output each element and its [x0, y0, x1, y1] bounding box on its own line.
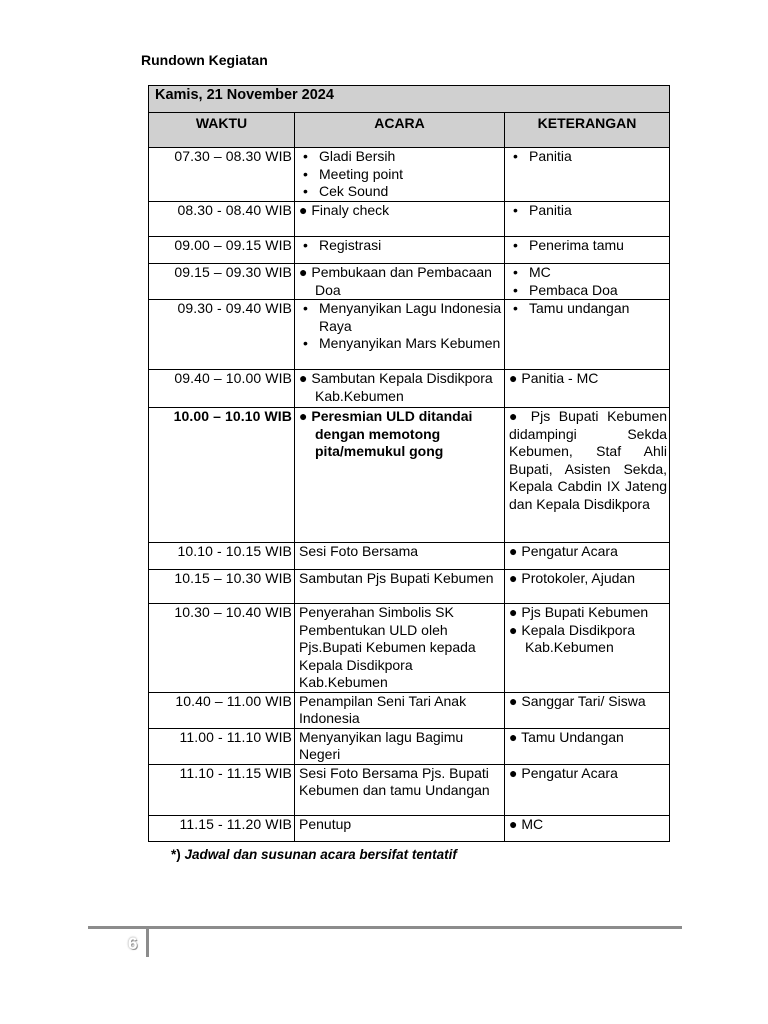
table-row [149, 815, 670, 841]
acara-cell [295, 148, 505, 202]
list-item: • Panitia [529, 148, 667, 166]
note-text: Jadwal dan susunan acara bersifat tentatif [184, 847, 457, 862]
time-cell: 11.00 - 11.10 WIB [149, 728, 295, 764]
list-item: • Registrasi [319, 237, 502, 255]
day-row [149, 86, 670, 113]
acara-cell: Sambutan Pjs Bupati Kebumen [295, 570, 505, 604]
list-item: Protokoler, Ajudan [521, 570, 635, 586]
table-row [149, 148, 670, 202]
time-cell: 11.10 - 11.15 WIB [149, 764, 295, 815]
keterangan-cell [505, 300, 670, 370]
keterangan-cell [505, 237, 670, 264]
table-row [149, 237, 670, 264]
time-cell: 09.30 - 09.40 WIB [149, 300, 295, 370]
time-cell: 10.40 – 11.00 WIB [149, 692, 295, 728]
time-cell: 09.40 – 10.00 WIB [149, 370, 295, 408]
keterangan-cell [505, 148, 670, 202]
time-cell: 10.15 – 10.30 WIB [149, 570, 295, 604]
list-item: • Meeting point [319, 166, 502, 184]
keterangan-cell [505, 264, 670, 300]
list-item: Pengatur Acara [521, 764, 618, 781]
list-item: • Penerima tamu [529, 237, 667, 255]
footer-divider [88, 926, 682, 929]
list-item: Finaly check [311, 202, 390, 218]
list-item: Pjs Bupati Kebumen didampingi Sekda Kebumen, Staf Ahli Bupati, Asisten Sekda, Kepala Cabdin IX Jateng dan Kepala Disdikpora [509, 408, 668, 512]
list-item: Panitia - MC [521, 370, 599, 386]
column-header-keterangan: KETERANGAN [505, 113, 670, 148]
acara-cell: Penutup [295, 815, 505, 841]
keterangan-cell: ● Pjs Bupati Kebumen ● Kepala Disdikpora Kab.Kebumen [505, 604, 670, 693]
time-cell: 11.15 - 11.20 WIB [149, 815, 295, 841]
acara-cell: Menyanyikan lagu Bagimu Negeri [295, 728, 505, 764]
page-heading: Rundown Kegiatan [141, 52, 268, 68]
schedule-note [171, 847, 457, 862]
keterangan-cell: ● Tamu Undangan [505, 728, 670, 764]
keterangan-cell: ● Sanggar Tari/ Siswa [505, 692, 670, 728]
list-item: • Tamu undangan [529, 300, 667, 318]
time-cell: 08.30 - 08.40 WIB [149, 202, 295, 237]
list-item: • Panitia [529, 202, 667, 220]
page-number: 6 [128, 934, 138, 953]
footer-vertical-divider [146, 929, 149, 957]
acara-cell: Penyerahan Simbolis SK Pembentukan ULD oleh Pjs.Bupati Kebumen kepada Kepala Disdikpora Kab.Kebumen [295, 604, 505, 693]
list-item: • Gladi Bersih [319, 148, 502, 166]
time-cell: 09.00 – 09.15 WIB [149, 237, 295, 264]
keterangan-cell: ● Pengatur Acara [505, 543, 670, 570]
list-item: Sanggar Tari/ Siswa [521, 692, 646, 709]
table-row [149, 604, 670, 693]
time-cell: 09.15 – 09.30 WIB [149, 264, 295, 300]
time-cell: 10.30 – 10.40 WIB [149, 604, 295, 693]
keterangan-cell: ● Panitia - MC [505, 370, 670, 408]
keterangan-cell: ● MC [505, 815, 670, 841]
acara-cell: ● Peresmian ULD ditandai dengan memotong pita/memukul gong [295, 408, 505, 543]
table-row [149, 692, 670, 728]
list-item: Tamu Undangan [521, 728, 624, 745]
table-row [149, 408, 670, 543]
note-prefix: *) [171, 847, 181, 862]
keterangan-cell: ● Pengatur Acara [505, 764, 670, 815]
list-item: • Pembaca Doa [529, 282, 667, 300]
list-item: Pjs Bupati Kebumen [521, 604, 649, 620]
keterangan-cell [505, 202, 670, 237]
keterangan-cell: ● Pjs Bupati Kebumen didampingi Sekda Kebumen, Staf Ahli Bupati, Asisten Sekda, Kepala Cabdin IX Jateng dan Kepala Disdikpora [505, 408, 670, 543]
keterangan-cell: ● Protokoler, Ajudan [505, 570, 670, 604]
acara-cell: ● Sambutan Kepala Disdikpora Kab.Kebumen [295, 370, 505, 408]
time-cell: 10.00 – 10.10 WIB [149, 408, 295, 543]
list-item: Peresmian ULD ditandai dengan memotong pita/memukul gong [311, 408, 473, 459]
day-label: Kamis, 21 November 2024 [149, 86, 670, 113]
table-row [149, 264, 670, 300]
list-item: • Cek Sound [319, 183, 502, 201]
acara-cell [295, 237, 505, 264]
acara-cell [295, 300, 505, 370]
table-row [149, 202, 670, 237]
list-item: • Menyanyikan Mars Kebumen [319, 335, 502, 353]
table-row [149, 543, 670, 570]
list-item: • MC [529, 264, 667, 282]
table-row [149, 300, 670, 370]
rundown-table [148, 85, 670, 842]
list-item: Pembukaan dan Pembacaan Doa [311, 264, 492, 298]
list-item: Kepala Disdikpora Kab.Kebumen [521, 621, 635, 655]
list-item: MC [521, 815, 544, 832]
list-item: • Menyanyikan Lagu Indonesia Raya [319, 300, 502, 335]
column-header-acara: ACARA [295, 113, 505, 148]
table-row [149, 570, 670, 604]
column-header-waktu: WAKTU [149, 113, 295, 148]
acara-cell: ● Pembukaan dan Pembacaan Doa [295, 264, 505, 300]
table-row [149, 728, 670, 764]
time-cell: 10.10 - 10.15 WIB [149, 543, 295, 570]
acara-cell: ● Finaly check [295, 202, 505, 237]
list-item: Sambutan Kepala Disdikpora Kab.Kebumen [311, 370, 493, 404]
table-row [149, 370, 670, 408]
list-item: Pengatur Acara [521, 543, 618, 559]
table-row [149, 764, 670, 815]
time-cell: 07.30 – 08.30 WIB [149, 148, 295, 202]
acara-cell: Sesi Foto Bersama [295, 543, 505, 570]
acara-cell: Sesi Foto Bersama Pjs. Bupati Kebumen dan tamu Undangan [295, 764, 505, 815]
header-row [149, 113, 670, 148]
acara-cell: Penampilan Seni Tari Anak Indonesia [295, 692, 505, 728]
